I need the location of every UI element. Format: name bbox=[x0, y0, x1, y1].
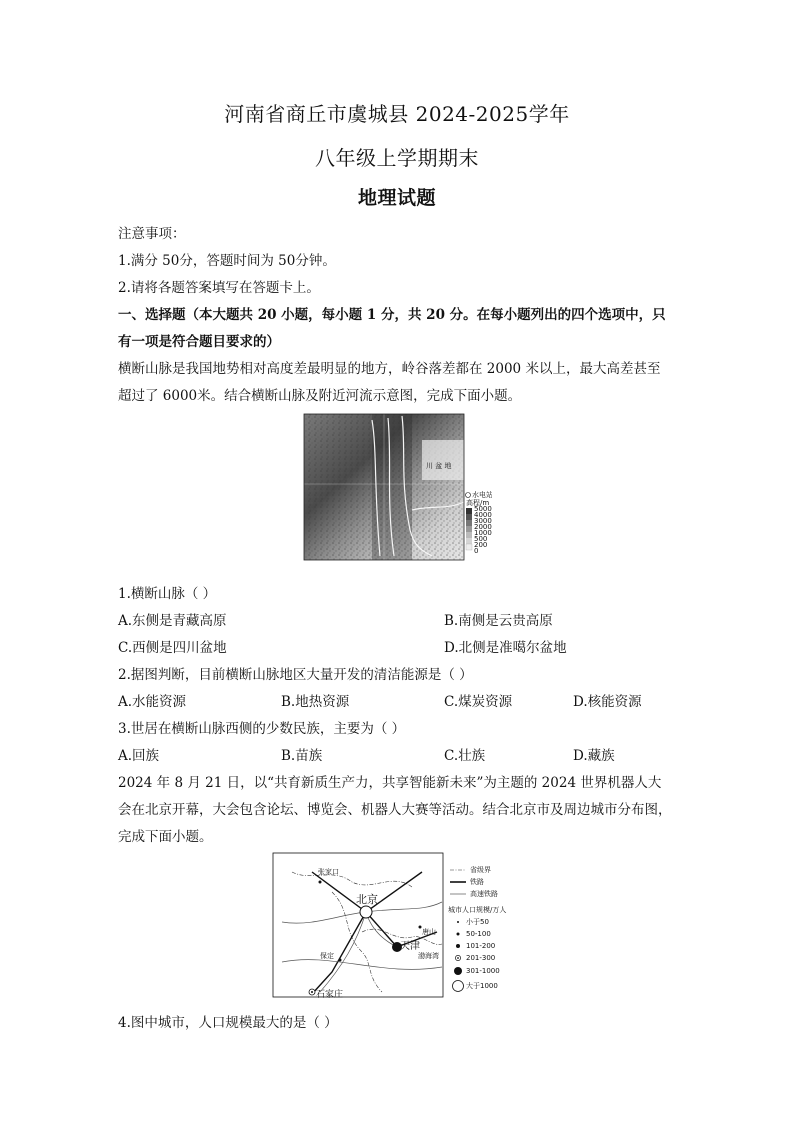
legend-pop-title: 城市人口规模/万人 bbox=[448, 906, 507, 914]
q1-stem: 1.横断山脉（ ） bbox=[118, 586, 217, 602]
alt-4000: 4000 bbox=[474, 511, 492, 519]
hydro-station-icon bbox=[466, 493, 471, 498]
note-item-2: 2.请将各题答案填写在答题卡上。 bbox=[118, 280, 320, 296]
beijing-city-map bbox=[272, 852, 522, 998]
q3-option-c: C.壮族 bbox=[444, 748, 486, 764]
q1-option-a: A.东侧是青藏高原 bbox=[118, 613, 227, 629]
passage1-line-2: 超过了 6000米。结合横断山脉及附近河流示意图，完成下面小题。 bbox=[118, 388, 522, 404]
q2-option-a: A.水能资源 bbox=[118, 694, 187, 710]
zhangjiakou-marker bbox=[319, 881, 322, 884]
legend-pop-6: 大于1000 bbox=[466, 982, 498, 990]
note-item-1: 1.满分 50分，答题时间为 50分钟。 bbox=[118, 253, 336, 269]
city-label-ts: 唐山 bbox=[422, 928, 436, 936]
alt-200: 200 bbox=[474, 541, 488, 549]
legend-rail: 铁路 bbox=[470, 878, 484, 886]
legend-pop-5: 301-1000 bbox=[466, 967, 500, 975]
q1-option-b: B.南侧是云贵高原 bbox=[444, 613, 553, 629]
city-label-sjz: 石家庄 bbox=[316, 990, 344, 998]
beijing-marker bbox=[360, 906, 372, 918]
q2-option-c: C.煤炭资源 bbox=[444, 694, 513, 710]
passage2-line-3: 完成下面小题。 bbox=[118, 829, 213, 845]
baoding-marker bbox=[339, 959, 342, 962]
hengduan-relief-map bbox=[302, 410, 492, 562]
city-label-bd: 保定 bbox=[320, 952, 334, 960]
title-line-1: 河南省商丘市虞城县 2024-2025学年 bbox=[224, 102, 570, 126]
alt-0: 0 bbox=[474, 547, 479, 555]
section-heading-line-1: 一、选择题（本大题共 20 小题，每小题 1 分，共 20 分。在每小题列出的四个选项中，只 bbox=[118, 307, 666, 323]
city-label-zjk: 张家口 bbox=[318, 868, 339, 876]
map1-legend-hydro: 水电站 bbox=[472, 491, 492, 499]
map1-basin-label: 川 盆 地 bbox=[426, 462, 452, 470]
section-heading-line-2: 有一项是符合题目要求的） bbox=[118, 334, 280, 350]
q3-option-d: D.藏族 bbox=[573, 748, 615, 764]
city-label-bhw: 渤海湾 bbox=[418, 952, 439, 960]
alt-500: 500 bbox=[474, 535, 488, 543]
q3-option-b: B.苗族 bbox=[281, 748, 323, 764]
passage2-line-2: 会在北京开幕，大会包含论坛、博览会、机器人大赛等活动。结合北京市及周边城市分布图， bbox=[118, 802, 672, 818]
map1-legend-alt: 高程/m bbox=[466, 499, 490, 507]
legend-pop-3: 101-200 bbox=[466, 942, 496, 950]
q1-option-c: C.西侧是四川盆地 bbox=[118, 640, 227, 656]
alt-2000: 2000 bbox=[474, 523, 492, 531]
legend-pop-4: 201-300 bbox=[466, 954, 496, 962]
alt-5000: 5000 bbox=[474, 505, 492, 513]
q4-stem: 4.图中城市，人口规模最大的是（ ） bbox=[118, 1015, 338, 1031]
q1-option-d: D.北侧是准噶尔盆地 bbox=[444, 640, 567, 656]
q2-option-d: D.核能资源 bbox=[573, 694, 642, 710]
q3-stem: 3.世居在横断山脉西侧的少数民族，主要为（ ） bbox=[118, 721, 406, 737]
q3-option-a: A.回族 bbox=[118, 748, 160, 764]
city-label-bj: 北京 bbox=[356, 893, 378, 906]
legend-pop-1: 小于50 bbox=[466, 918, 489, 926]
title-line-3: 地理试题 bbox=[357, 187, 436, 209]
q2-stem: 2.据图判断，目前横断山脉地区大量开发的清洁能源是（ ） bbox=[118, 667, 473, 683]
passage1-line-1: 横断山脉是我国地势相对高度差最明显的地方，岭谷落差都在 2000 米以上，最大高差甚至 bbox=[118, 361, 661, 377]
legend-hsr: 高速铁路 bbox=[470, 890, 498, 898]
notes-heading: 注意事项： bbox=[118, 226, 186, 242]
q2-option-b: B.地热资源 bbox=[281, 694, 350, 710]
city-label-tj: 天津 bbox=[400, 941, 420, 952]
alt-1000: 1000 bbox=[474, 529, 492, 537]
legend-pop-2: 50-100 bbox=[466, 930, 491, 938]
passage2-line-1: 2024 年 8 月 21 日，以“共育新质生产力，共享智能新未来”为主题的 2024 世界机器人大 bbox=[118, 775, 662, 791]
title-line-2: 八年级上学期期末 bbox=[315, 146, 479, 170]
alt-3000: 3000 bbox=[474, 517, 492, 525]
legend-border: 省级界 bbox=[470, 866, 491, 874]
